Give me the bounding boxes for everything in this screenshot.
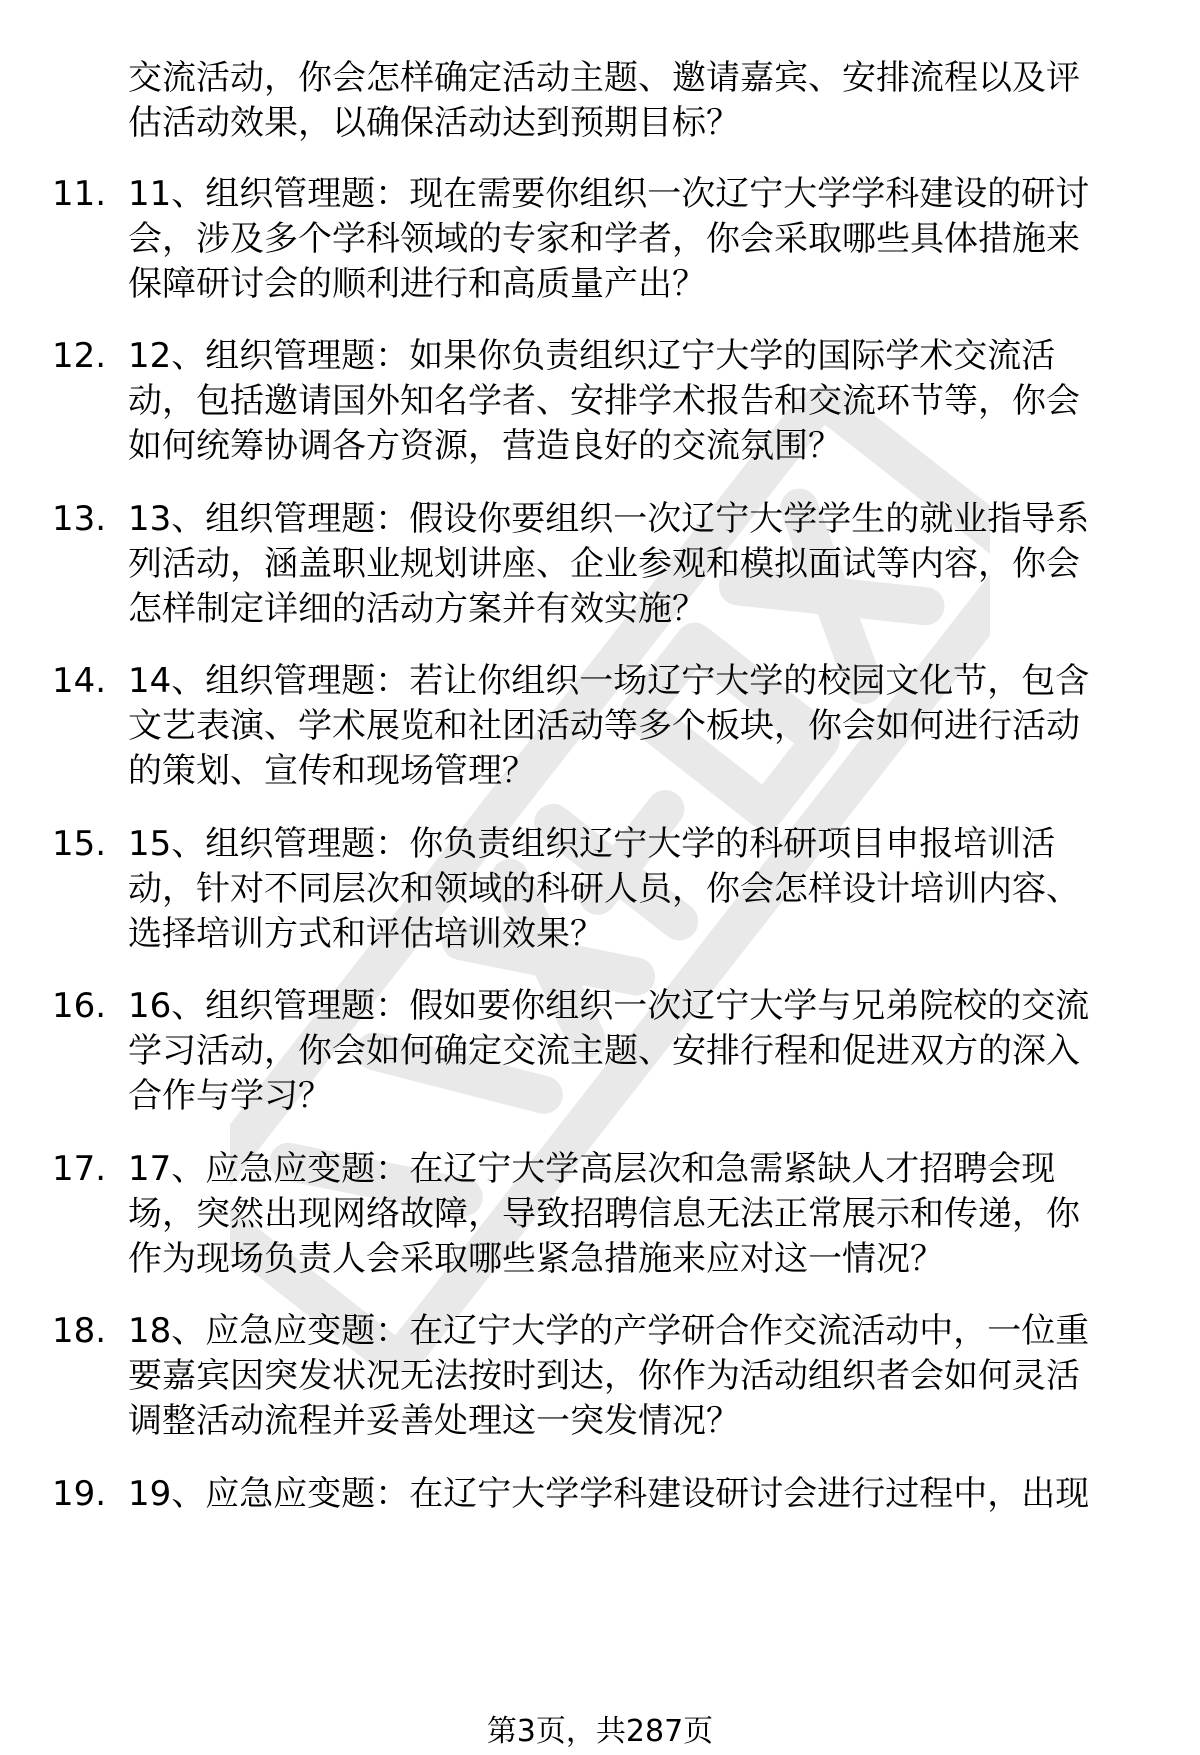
item-text	[128, 334, 1138, 469]
text-line: 场，突然出现网络故障，导致招聘信息无法正常展示和传递，你	[128, 1194, 1080, 1234]
text-line: 交流活动，你会怎样确定活动主题、邀请嘉宾、安排流程以及评	[128, 58, 1080, 98]
text-line: 学习活动，你会如何确定交流主题、安排行程和促进双方的深入	[128, 1031, 1080, 1071]
text-line: 要嘉宾因突发状况无法按时到达，你作为活动组织者会如何灵活	[128, 1356, 1080, 1396]
item-number: 18.	[52, 1311, 107, 1351]
text-line: 作为现场负责人会采取哪些紧急措施来应对这一情况？	[128, 1239, 944, 1279]
text-line: 动，针对不同层次和领域的科研人员，你会怎样设计培训内容、	[128, 869, 1080, 909]
item-number: 14.	[52, 661, 107, 701]
item-number: 11.	[52, 174, 107, 214]
item-number: 17.	[52, 1149, 107, 1189]
text-line: 16、组织管理题：假如要你组织一次辽宁大学与兄弟院校的交流	[128, 986, 1090, 1026]
text-line: 15、组织管理题：你负责组织辽宁大学的科研项目申报培训活	[128, 824, 1056, 864]
text-line: 会，涉及多个学科领域的专家和学者，你会采取哪些具体措施来	[128, 219, 1080, 259]
text-line: 如何统筹协调各方资源，营造良好的交流氛围？	[128, 426, 842, 466]
text-line: 怎样制定详细的活动方案并有效实施？	[128, 589, 706, 629]
text-line: 的策划、宣传和现场管理？	[128, 751, 536, 791]
text-line: 保障研讨会的顺利进行和高质量产出？	[128, 264, 706, 304]
page-footer: 第3页，共287页	[486, 1714, 714, 1749]
item-text	[128, 822, 1138, 957]
item-number: 16.	[52, 986, 107, 1026]
item-text	[128, 497, 1138, 632]
item-text	[128, 1147, 1138, 1282]
text-line: 12、组织管理题：如果你负责组织辽宁大学的国际学术交流活	[128, 336, 1056, 376]
item-number: 13.	[52, 499, 107, 539]
text-line: 18、应急应变题：在辽宁大学的产学研合作交流活动中，一位重	[128, 1311, 1090, 1351]
item-number: 12.	[52, 336, 107, 376]
text-line: 估活动效果，以确保活动达到预期目标？	[128, 103, 740, 143]
item-text	[128, 1309, 1138, 1444]
item-text	[128, 984, 1138, 1119]
text-line: 选择培训方式和评估培训效果？	[128, 914, 604, 954]
text-line: 11、组织管理题：现在需要你组织一次辽宁大学学科建设的研讨	[128, 174, 1090, 214]
continuation-paragraph	[128, 56, 1138, 146]
item-text	[128, 172, 1138, 307]
text-line: 13、组织管理题：假设你要组织一次辽宁大学学生的就业指导系	[128, 499, 1090, 539]
text-line: 列活动，涵盖职业规划讲座、企业参观和模拟面试等内容，你会	[128, 544, 1080, 584]
text-line: 19、应急应变题：在辽宁大学学科建设研讨会进行过程中，出现	[128, 1474, 1090, 1514]
item-number: 19.	[52, 1474, 107, 1514]
item-number: 15.	[52, 824, 107, 864]
text-line: 合作与学习？	[128, 1076, 332, 1116]
text-line: 调整活动流程并妥善处理这一突发情况？	[128, 1401, 740, 1441]
text-line: 文艺表演、学术展览和社团活动等多个板块，你会如何进行活动	[128, 706, 1080, 746]
text-line: 14、组织管理题：若让你组织一场辽宁大学的校园文化节，包含	[128, 661, 1090, 701]
text-line: 动，包括邀请国外知名学者、安排学术报告和交流环节等，你会	[128, 381, 1080, 421]
item-text	[128, 1472, 1138, 1517]
text-line: 17、应急应变题：在辽宁大学高层次和急需紧缺人才招聘会现	[128, 1149, 1056, 1189]
item-text	[128, 659, 1138, 794]
